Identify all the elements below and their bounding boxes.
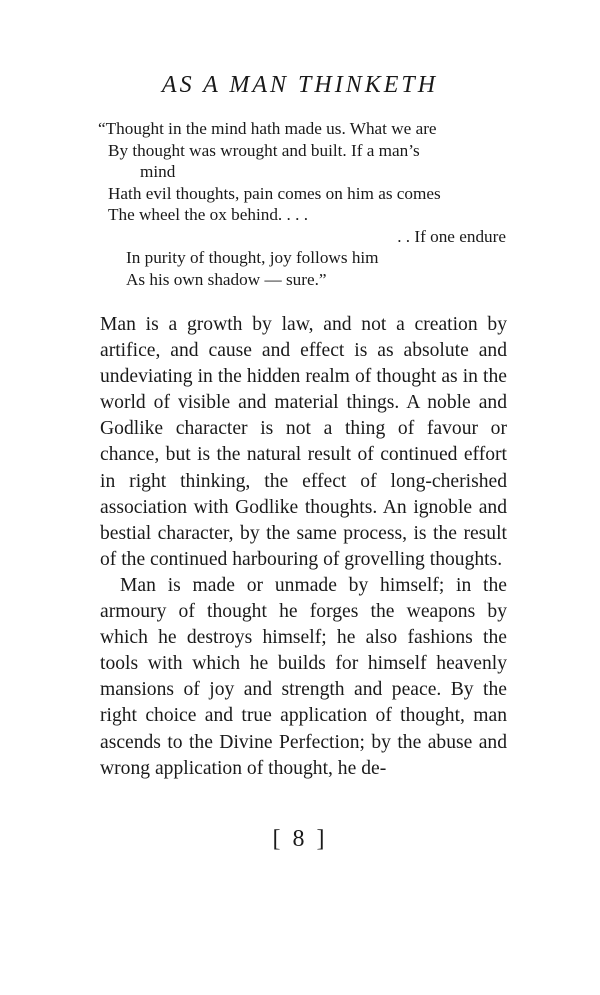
running-title: AS A MAN THINKETH	[161, 72, 439, 98]
poem-line: The wheel the ox behind. . . .	[108, 205, 308, 224]
poem-line: . . If one endure	[397, 226, 506, 246]
paragraph: Man is a growth by law, and not a creation by artifice, and cause and effect is as absolute and undeviating in the hidden realm of thought as in the world of visible and material things. A noble and Godlike character is not a thing of favour or chance, but is the natural result of continued effort in right thinking, the effect of long-cherished association with Godlike thoughts. An ignoble and bestial character, by the same process, is the result of the continued harbouring of grovelling thoughts.	[100, 314, 507, 570]
epigraph-poem	[98, 118, 508, 290]
poem-line: Hath evil thoughts, pain comes on him as comes	[108, 183, 441, 203]
poem-line: “Thought in the mind hath made us. What we are	[98, 119, 437, 138]
page-number: [ 8 ]	[272, 826, 328, 852]
poem-line: As his own shadow — sure.”	[126, 269, 327, 289]
paragraph: Man is made or unmade by himself; in the armoury of thought he forges the weapons by which he destroys himself; he also fashions the tools with which he builds for himself heavenly mansions of joy and strength and peace. By the right choice and true application of thought, man ascends to the Divine Perfection; by the abuse and wrong application of thought, he de-	[100, 574, 507, 779]
body-text	[100, 312, 507, 782]
poem-line: By thought was wrought and built. If a man’s	[108, 140, 420, 160]
poem-line: mind	[140, 162, 176, 181]
poem-line: In purity of thought, joy follows him	[126, 248, 379, 267]
